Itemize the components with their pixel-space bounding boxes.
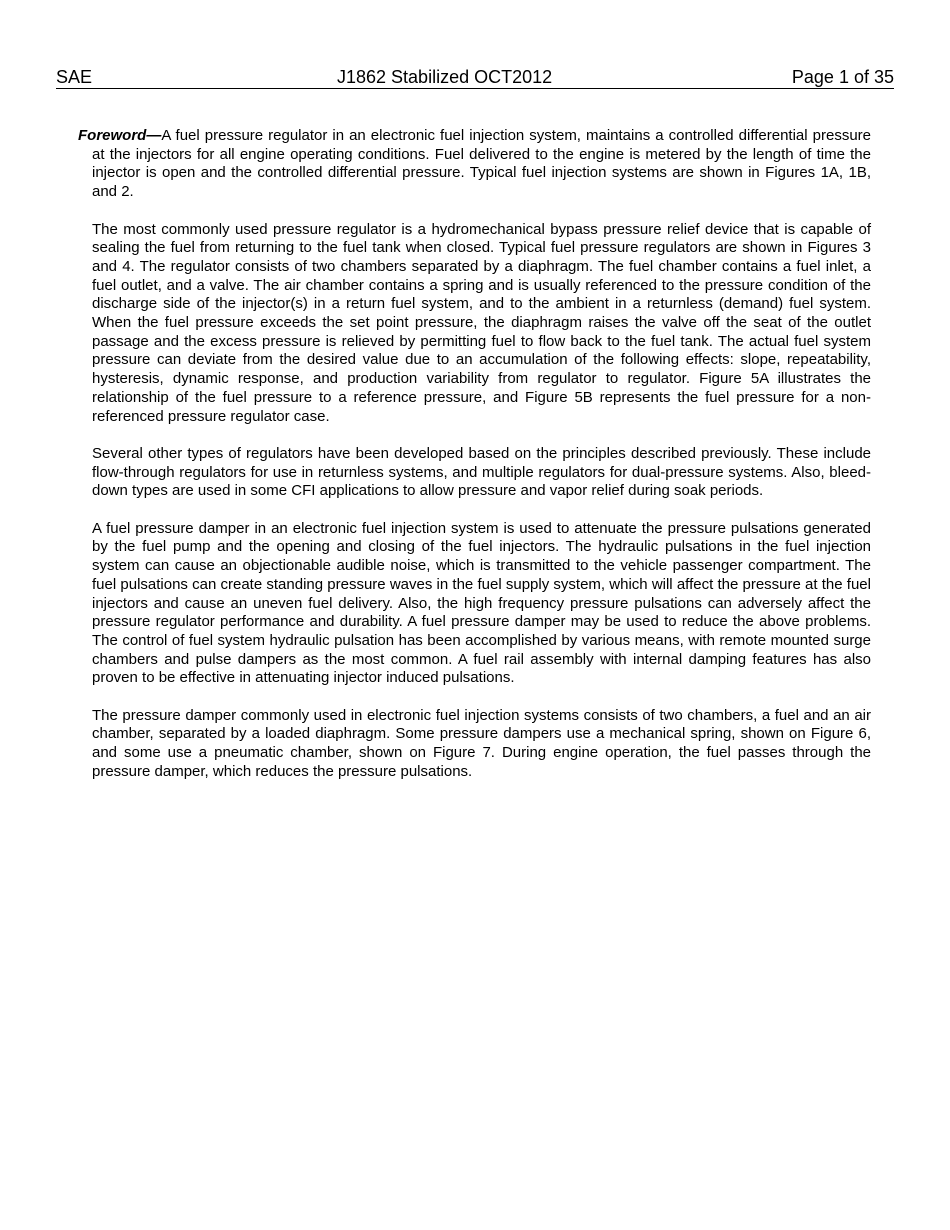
header-document-id: J1862 Stabilized OCT2012 — [337, 67, 553, 87]
body-paragraph-damper: A fuel pressure damper in an electronic fuel injection system is used to attenuate the pressure pulsations generated by the fuel pump and the opening and closing of the fuel injectors. The hydraulic pulsations in the fuel injection system can cause an objectionable audible noise, which is transmitted to the vehicle passenger compartment. The fuel pulsations can create standing pressure waves in the fuel supply system, which will affect the pressure at the fuel injectors and cause an uneven fuel delivery. Also, the high frequency pressure pulsations can adversely affect the pressure regulator performance and durability. A fuel pressure damper may be used to reduce the above problems. The control of fuel system hydraulic pulsation has been accomplished by various means, with remote mounted surge chambers and pulse dampers as the most common. A fuel rail assembly with internal damping features has also proven to be effective in attenuating injector induced pulsations. — [92, 519, 871, 687]
body-paragraph-regulator: The most commonly used pressure regulator is a hydromechanical bypass pressure relief device that is capable of sealing the fuel from returning to the fuel tank when closed. Typical fuel pressure regulators are shown in Figures 3 and 4. The regulator consists of two chambers separated by a diaphragm. The fuel chamber contains a fuel inlet, a fuel outlet, and a valve. The air chamber contains a spring and is usually referenced to the pressure condition of the discharge side of the injector(s) in a return fuel system, and to the ambient in a returnless (demand) fuel system. When the fuel pressure exceeds the set point pressure, the diaphragm raises the valve off the seat of the outlet passage and the excess pressure is relieved by permitting fuel to flow back to the fuel tank. The actual fuel system pressure can deviate from the desired value due to an accumulation of the following effects: slope, repeatability, hysteresis, dynamic response, and production variability from regulator to regulator. Figure 5A illustrates the relationship of the fuel pressure to a reference pressure, and Figure 5B represents the fuel pressure for a non-referenced pressure regulator case. — [92, 220, 871, 425]
foreword-paragraph — [78, 127, 871, 202]
body-paragraph-regulator-types: Several other types of regulators have been developed based on the principles described previously. These include flow-through regulators for use in returnless systems, and multiple regulators for dual-pressure systems. Also, bleed-down types are used in some CFI applications to allow pressure and vapor relief during soak periods. — [92, 444, 871, 500]
foreword-text: A fuel pressure regulator in an electronic fuel injection system, maintains a controlled differential pressure at the injectors for all engine operating conditions. Fuel delivered to the engine is metered by the length of time the injector is open and the controlled differential pressure. Typical fuel injection systems are shown in Figures 1A, 1B, and 2. — [92, 127, 871, 201]
foreword-label: Foreword— — [78, 127, 162, 144]
header-page-number: Page 1 of 35 — [791, 67, 894, 87]
document-body — [78, 127, 871, 800]
body-paragraph-damper-construction: The pressure damper commonly used in electronic fuel injection systems consists of two chambers, a fuel and an air chamber, separated by a loaded diaphragm. Some pressure dampers use a mechanical spring, shown on Figure 6, and some use a pneumatic chamber, shown on Figure 7. During engine operation, the fuel passes through the pressure damper, which reduces the pressure pulsations. — [92, 706, 871, 780]
header-organization: SAE — [56, 67, 93, 87]
page-header — [56, 66, 894, 89]
